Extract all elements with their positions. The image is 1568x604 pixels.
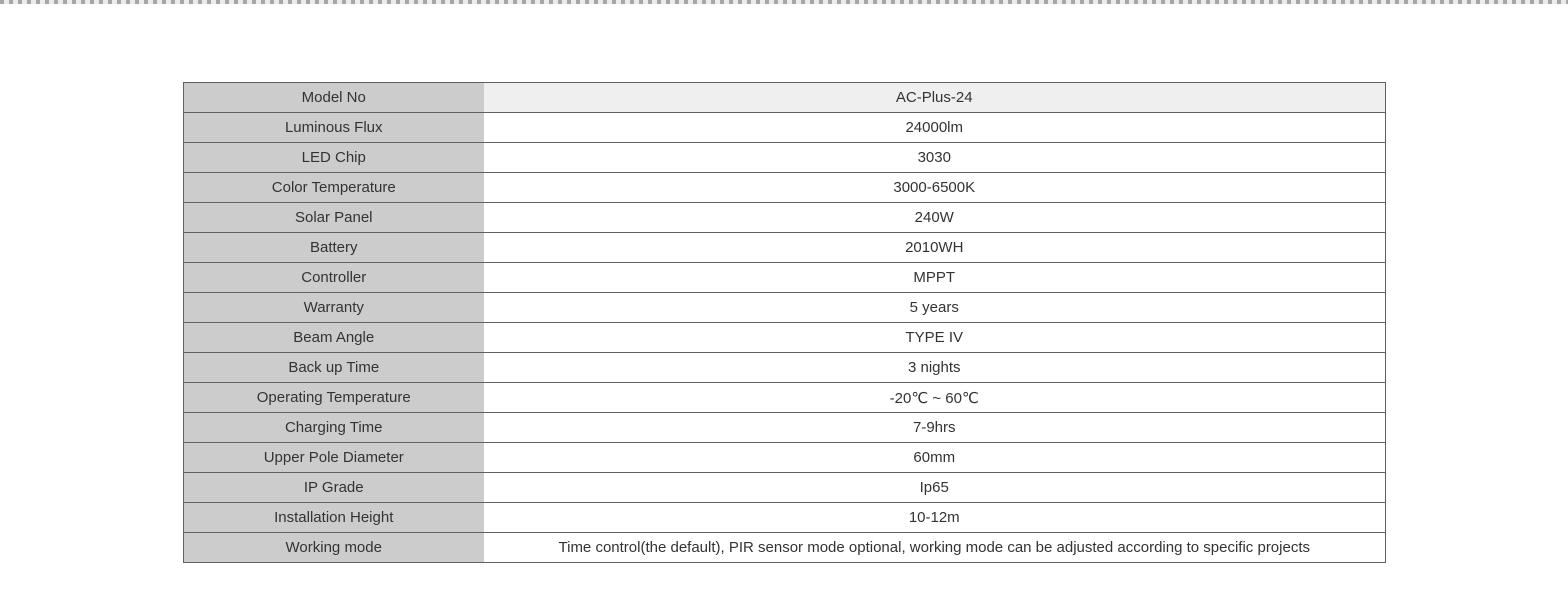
spec-value-controller: MPPT (484, 263, 1386, 293)
table-row (184, 473, 1386, 503)
table-row (184, 203, 1386, 233)
spec-label-luminous-flux: Luminous Flux (184, 113, 484, 143)
spec-label-beam-angle: Beam Angle (184, 323, 484, 353)
spec-value-led-chip: 3030 (484, 143, 1386, 173)
spec-value-back-up-time: 3 nights (484, 353, 1386, 383)
spec-label-color-temperature: Color Temperature (184, 173, 484, 203)
spec-label-warranty: Warranty (184, 293, 484, 323)
spec-value-solar-panel: 240W (484, 203, 1386, 233)
spec-value-upper-pole-diameter: 60mm (484, 443, 1386, 473)
spec-value-beam-angle: TYPE IV (484, 323, 1386, 353)
spec-value-charging-time: 7-9hrs (484, 413, 1386, 443)
spec-label-operating-temperature: Operating Temperature (184, 383, 484, 413)
spec-table (183, 82, 1386, 563)
table-row (184, 83, 1386, 113)
spec-label-battery: Battery (184, 233, 484, 263)
product-spec-table (183, 82, 1385, 563)
spec-label-back-up-time: Back up Time (184, 353, 484, 383)
spec-value-ip-grade: Ip65 (484, 473, 1386, 503)
table-row (184, 413, 1386, 443)
spec-value-color-temperature: 3000-6500K (484, 173, 1386, 203)
table-row (184, 173, 1386, 203)
spec-value-warranty: 5 years (484, 293, 1386, 323)
spec-value-working-mode: Time control(the default), PIR sensor mode optional, working mode can be adjusted according to specific projects (484, 533, 1386, 563)
spec-value-operating-temperature: -20℃ ~ 60℃ (484, 383, 1386, 413)
table-row (184, 503, 1386, 533)
table-row (184, 143, 1386, 173)
spec-value-battery: 2010WH (484, 233, 1386, 263)
table-row (184, 233, 1386, 263)
table-row (184, 293, 1386, 323)
spec-label-working-mode: Working mode (184, 533, 484, 563)
table-row (184, 533, 1386, 563)
table-row (184, 353, 1386, 383)
spec-label-model-no: Model No (184, 83, 484, 113)
spec-label-installation-height: Installation Height (184, 503, 484, 533)
table-row (184, 383, 1386, 413)
spec-value-luminous-flux: 24000lm (484, 113, 1386, 143)
spec-label-upper-pole-diameter: Upper Pole Diameter (184, 443, 484, 473)
spec-label-charging-time: Charging Time (184, 413, 484, 443)
top-dashed-divider (0, 0, 1568, 4)
spec-label-controller: Controller (184, 263, 484, 293)
table-row (184, 323, 1386, 353)
table-row (184, 443, 1386, 473)
table-row (184, 113, 1386, 143)
spec-label-ip-grade: IP Grade (184, 473, 484, 503)
spec-value-installation-height: 10-12m (484, 503, 1386, 533)
table-row (184, 263, 1386, 293)
spec-label-led-chip: LED Chip (184, 143, 484, 173)
spec-label-solar-panel: Solar Panel (184, 203, 484, 233)
spec-value-model-no: AC-Plus-24 (484, 83, 1386, 113)
